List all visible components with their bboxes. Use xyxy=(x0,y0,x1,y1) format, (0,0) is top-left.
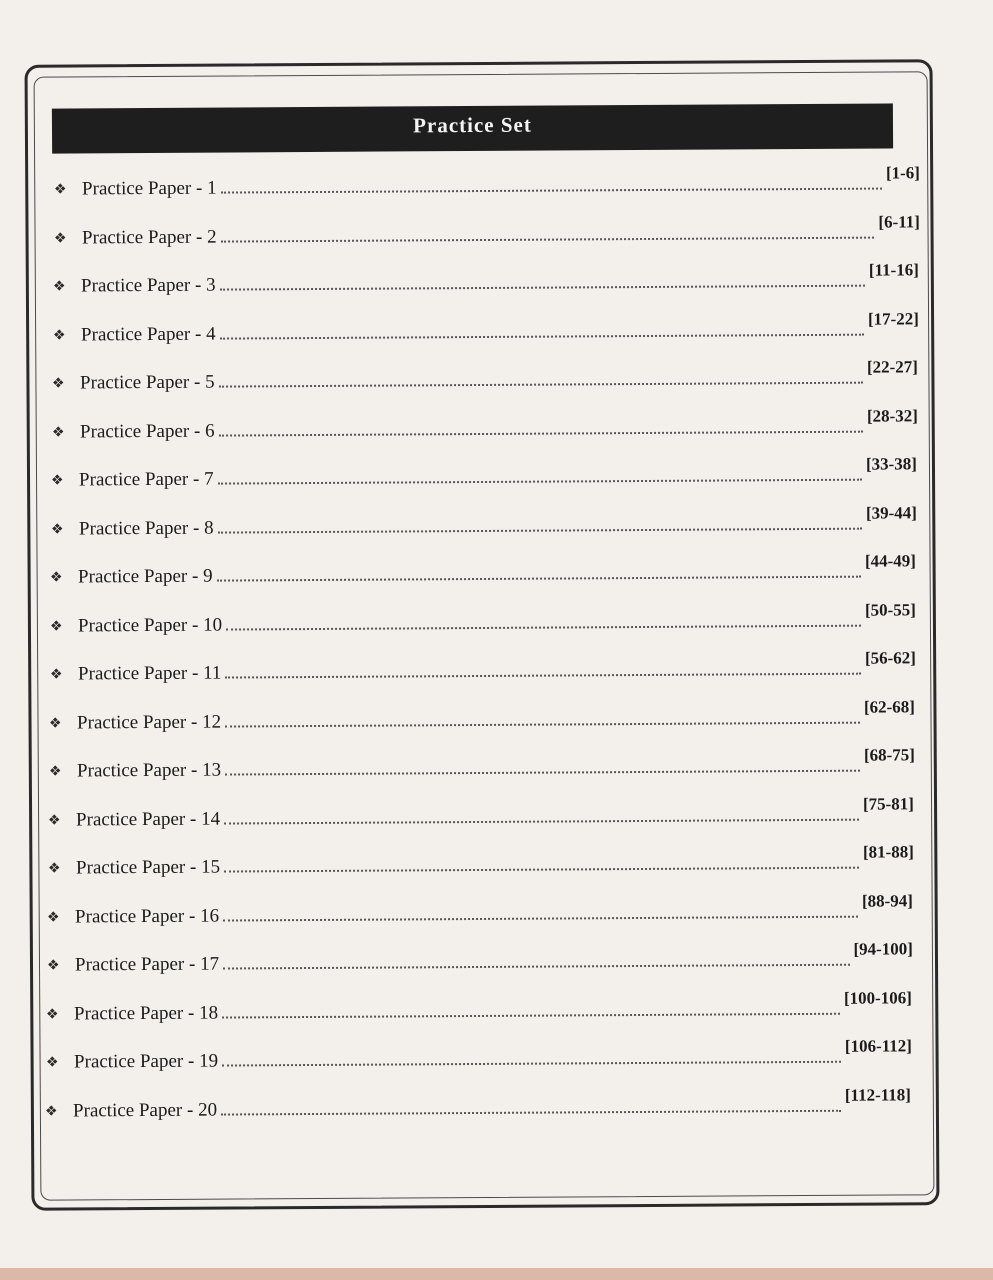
contents-entry[interactable] xyxy=(41,648,916,687)
dot-leader xyxy=(220,235,874,242)
diamond-bullet-icon: ❖ xyxy=(52,328,66,344)
contents-entry[interactable] xyxy=(42,599,916,639)
diamond-bullet-icon: ❖ xyxy=(50,522,64,538)
entry-page-range: [81-88] xyxy=(862,842,914,862)
dot-leader xyxy=(223,914,858,921)
entry-page-range: [75-81] xyxy=(863,793,915,814)
diamond-bullet-icon: ❖ xyxy=(49,619,63,635)
contents-entry[interactable] xyxy=(40,793,915,833)
diamond-bullet-icon: ❖ xyxy=(47,910,60,926)
entry-label: Practice Paper - 1 xyxy=(81,177,217,200)
contents-entry[interactable] xyxy=(46,163,920,202)
contents-entry[interactable] xyxy=(44,357,919,396)
dot-leader xyxy=(224,817,859,824)
dot-leader xyxy=(217,526,861,533)
contents-entry[interactable] xyxy=(45,211,920,251)
dot-leader xyxy=(224,866,859,873)
entry-label: Practice Paper - 19 xyxy=(73,1050,219,1073)
entry-page-range: [88-94] xyxy=(862,890,914,911)
contents-entry[interactable] xyxy=(44,405,918,445)
diamond-bullet-icon: ❖ xyxy=(49,667,63,683)
dot-leader xyxy=(225,769,860,776)
diamond-bullet-icon: ❖ xyxy=(45,1104,59,1120)
entry-label: Practice Paper - 3 xyxy=(81,274,216,297)
diamond-bullet-icon: ❖ xyxy=(53,279,66,295)
page-edge xyxy=(0,1268,993,1280)
contents-entry[interactable] xyxy=(39,890,914,930)
entry-label: Practice Paper - 7 xyxy=(79,468,214,491)
diamond-bullet-icon: ❖ xyxy=(46,958,60,974)
entry-label: Practice Paper - 18 xyxy=(74,1002,219,1024)
entry-label: Practice Paper - 13 xyxy=(76,759,221,782)
entry-page-range: [56-62] xyxy=(864,648,916,668)
contents-entry[interactable] xyxy=(37,1084,912,1124)
contents-entry[interactable] xyxy=(43,454,918,493)
entry-label: Practice Paper - 4 xyxy=(80,323,216,345)
entry-label: Practice Paper - 11 xyxy=(77,662,221,685)
contents-entry[interactable] xyxy=(41,745,915,784)
entry-label: Practice Paper - 15 xyxy=(75,856,220,879)
entry-page-range: [1-6] xyxy=(885,163,920,183)
entry-page-range: [6-11] xyxy=(877,211,920,232)
entry-page-range: [112-118] xyxy=(845,1084,912,1105)
diamond-bullet-icon: ❖ xyxy=(51,473,64,489)
title-banner xyxy=(52,103,893,153)
contents-entry[interactable] xyxy=(41,696,916,736)
diamond-bullet-icon: ❖ xyxy=(47,861,61,877)
entry-label: Practice Paper - 9 xyxy=(78,565,214,588)
entry-label: Practice Paper - 20 xyxy=(73,1099,218,1121)
diamond-bullet-icon: ❖ xyxy=(50,570,64,586)
contents-list xyxy=(40,150,920,1140)
diamond-bullet-icon: ❖ xyxy=(51,425,65,441)
contents-entry[interactable] xyxy=(40,842,914,881)
diamond-bullet-icon: ❖ xyxy=(49,716,62,732)
entry-label: Practice Paper - 2 xyxy=(81,226,217,248)
contents-entry[interactable] xyxy=(45,260,920,299)
dot-leader xyxy=(218,478,862,485)
entry-page-range: [106-112] xyxy=(844,1036,912,1056)
entry-page-range: [33-38] xyxy=(866,454,918,474)
dot-leader xyxy=(219,332,863,339)
entry-label: Practice Paper - 8 xyxy=(78,517,214,539)
entry-page-range: [50-55] xyxy=(864,599,916,620)
dot-leader xyxy=(217,575,861,582)
diamond-bullet-icon: ❖ xyxy=(48,764,62,780)
diamond-bullet-icon: ❖ xyxy=(48,813,61,829)
entry-page-range: [68-75] xyxy=(863,745,915,765)
dot-leader xyxy=(221,187,882,194)
contents-entry[interactable] xyxy=(39,939,913,978)
contents-entry[interactable] xyxy=(45,308,919,348)
entry-page-range: [17-22] xyxy=(867,308,919,329)
dot-leader xyxy=(222,1011,840,1018)
dot-leader xyxy=(223,963,849,970)
diamond-bullet-icon: ❖ xyxy=(52,376,65,392)
contents-entry[interactable] xyxy=(38,987,913,1027)
dot-leader xyxy=(225,720,860,727)
dot-leader xyxy=(220,284,865,291)
entry-label: Practice Paper - 6 xyxy=(79,420,215,442)
diamond-bullet-icon: ❖ xyxy=(46,1007,59,1023)
diamond-bullet-icon: ❖ xyxy=(45,1055,59,1071)
entry-page-range: [22-27] xyxy=(867,357,919,377)
entry-page-range: [94-100] xyxy=(853,939,913,959)
contents-entry[interactable] xyxy=(42,551,917,590)
dot-leader xyxy=(218,429,862,436)
entry-page-range: [39-44] xyxy=(865,502,917,523)
entry-label: Practice Paper - 5 xyxy=(80,371,215,394)
contents-entry[interactable] xyxy=(43,502,917,542)
dot-leader xyxy=(222,1108,842,1115)
dot-leader xyxy=(226,623,861,630)
dot-leader xyxy=(225,672,861,679)
entry-label: Practice Paper - 12 xyxy=(76,711,222,733)
diamond-bullet-icon: ❖ xyxy=(53,182,67,198)
entry-page-range: [44-49] xyxy=(865,551,917,571)
contents-entry[interactable] xyxy=(38,1036,912,1075)
diamond-bullet-icon: ❖ xyxy=(53,231,67,247)
entry-label: Practice Paper - 17 xyxy=(74,953,219,976)
page-title: Practice Set xyxy=(413,112,532,138)
entry-label: Practice Paper - 16 xyxy=(75,905,220,927)
entry-page-range: [62-68] xyxy=(863,696,916,717)
entry-label: Practice Paper - 10 xyxy=(77,614,223,636)
entry-page-range: [11-16] xyxy=(868,260,920,280)
entry-page-range: [100-106] xyxy=(844,987,913,1008)
entry-page-range: [28-32] xyxy=(866,405,918,426)
entry-label: Practice Paper - 14 xyxy=(76,808,221,830)
dot-leader xyxy=(219,381,863,388)
dot-leader xyxy=(222,1060,841,1067)
